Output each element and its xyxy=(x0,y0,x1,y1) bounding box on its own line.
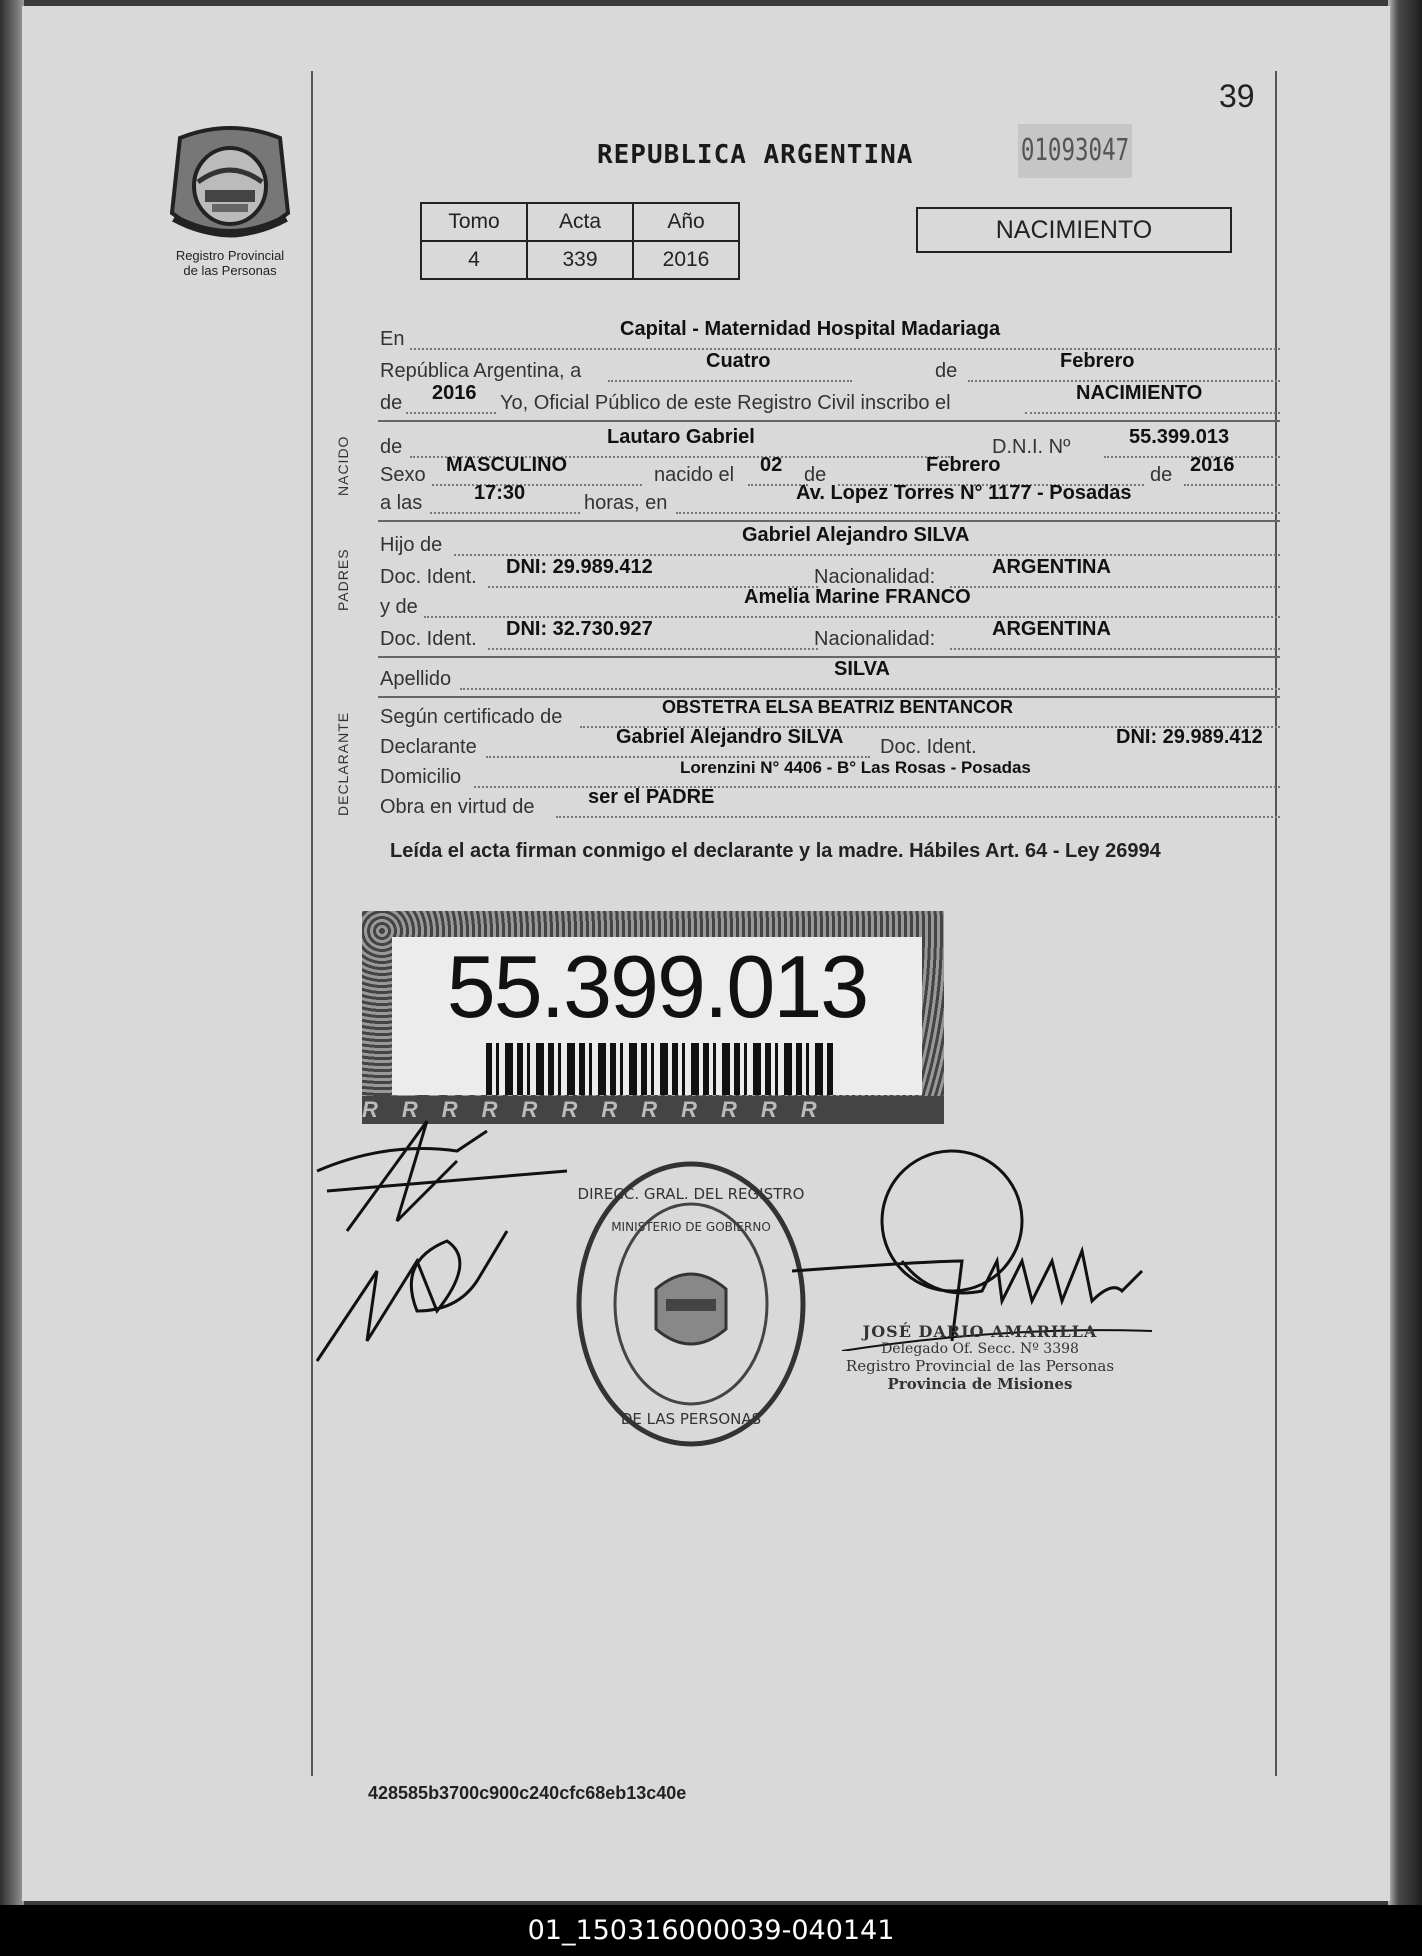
signature-declarant-icon xyxy=(307,1111,587,1371)
nacido-el-label: nacido el xyxy=(654,464,735,486)
padres-row-3 xyxy=(380,586,1280,620)
logo-caption-line2: de las Personas xyxy=(183,263,277,278)
svg-text:DE LAS PERSONAS: DE LAS PERSONAS xyxy=(620,1410,762,1428)
record-type-box: NACIMIENTO xyxy=(916,207,1232,253)
registry-table-value-row xyxy=(421,241,739,279)
padres-row-4 xyxy=(380,618,1280,652)
birth-day: 02 xyxy=(760,454,783,476)
scan-edge-left xyxy=(0,0,24,1905)
registry-header-acta: Acta xyxy=(527,203,633,241)
intro-row-3 xyxy=(380,382,1280,416)
birth-year: 2016 xyxy=(1190,454,1235,476)
a-las-label: a las xyxy=(380,492,423,514)
de-label-2: de xyxy=(380,392,403,414)
segun-certificado-label: Según certificado de xyxy=(380,706,563,728)
svg-text:MINISTERIO DE GOBIERNO: MINISTERIO DE GOBIERNO xyxy=(611,1220,771,1234)
apellido-row xyxy=(380,658,1280,692)
official-registry: Registro Provincial de las Personas xyxy=(845,1357,1115,1375)
birth-month: Febrero xyxy=(926,454,1001,476)
country-title: REPUBLICA ARGENTINA xyxy=(597,140,914,170)
registry-header-ano: Año xyxy=(633,203,739,241)
intro-row-2 xyxy=(380,350,1280,384)
birth-address: Av. Lopez Torres N° 1177 - Posadas xyxy=(796,482,1132,504)
nacionalidad-label: Nacionalidad: xyxy=(814,566,936,588)
birth-place: Capital - Maternidad Hospital Madariaga xyxy=(620,318,1001,340)
mother-name: Amelia Marine FRANCO xyxy=(744,586,971,608)
declarante-section-label: DECLARANTE xyxy=(335,711,351,816)
separator xyxy=(378,520,1280,522)
logo-caption-line1: Registro Provincial xyxy=(175,248,285,263)
act-type: NACIMIENTO xyxy=(1076,382,1203,404)
official-oval-seal-icon xyxy=(574,1159,809,1449)
scan-file-id: 01_150316000039-040141 xyxy=(0,1905,1422,1956)
father-nationality: ARGENTINA xyxy=(992,556,1111,578)
sexo-value: MASCULINO xyxy=(446,454,568,476)
nacido-section-label: NACIDO xyxy=(335,435,351,496)
father-doc: DNI: 29.989.412 xyxy=(506,556,653,578)
declarante-row-4 xyxy=(380,786,1280,820)
dni-barcode-sticker xyxy=(362,911,944,1124)
registry-table xyxy=(420,202,740,280)
mother-nationality: ARGENTINA xyxy=(992,618,1111,640)
official-name: JOSÉ DARIO AMARILLA xyxy=(862,1322,1098,1341)
official-province: Provincia de Misiones xyxy=(887,1375,1073,1393)
month: Febrero xyxy=(1060,350,1135,372)
closing-statement: Leída el acta firman conmigo el declarante y la madre. Hábiles Art. 64 - Ley 26994 xyxy=(390,840,1161,862)
obra-label: Obra en virtud de xyxy=(380,796,535,818)
nacionalidad-label-2: Nacionalidad: xyxy=(814,628,936,650)
dni-label: D.N.I. Nº xyxy=(992,436,1071,458)
oficial-text: Yo, Oficial Público de este Registro Civil inscribo el xyxy=(500,392,951,414)
registry-value-acta: 339 xyxy=(527,241,633,279)
document-hash: 428585b3700c900c240cfc68eb13c40e xyxy=(368,1783,687,1803)
de-label-4: de xyxy=(804,464,827,486)
svg-text:DIRECC. GRAL. DEL REGISTRO: DIRECC. GRAL. DEL REGISTRO xyxy=(577,1185,805,1203)
registro-r-pattern: RRRRRRRRRRRR xyxy=(362,1096,944,1124)
separator xyxy=(378,656,1280,658)
registry-table-header-row xyxy=(421,203,739,241)
left-margin-line xyxy=(311,71,313,1776)
barcode-number: 55.399.013 xyxy=(446,937,868,1036)
province-coat-of-arms-logo xyxy=(160,118,300,248)
scan-edge-right xyxy=(1388,0,1422,1905)
birth-certificate-page xyxy=(22,6,1390,1901)
apellido-label: Apellido xyxy=(380,668,452,690)
registry-header-tomo: Tomo xyxy=(421,203,527,241)
declarant-doc: DNI: 29.989.412 xyxy=(1116,726,1263,748)
doc-ident-label-3: Doc. Ident. xyxy=(880,736,977,758)
surname: SILVA xyxy=(834,658,890,680)
day-in-words: Cuatro xyxy=(706,350,771,372)
horas-label: horas, en xyxy=(584,492,668,514)
sexo-label: Sexo xyxy=(380,464,426,486)
nacido-row-3 xyxy=(380,482,1280,516)
child-dni: 55.399.013 xyxy=(1129,426,1230,448)
logo-caption xyxy=(140,248,320,278)
domicilio-label: Domicilio xyxy=(380,766,462,788)
padres-row-1 xyxy=(380,524,1280,558)
declarant-relation: ser el PADRE xyxy=(588,786,715,808)
intro-row-1 xyxy=(380,318,1280,352)
registry-value-tomo: 4 xyxy=(421,241,527,279)
declarant-address: Lorenzini N° 4406 - B° Las Rosas - Posadas xyxy=(680,758,1031,777)
de-label-5: de xyxy=(1150,464,1173,486)
doc-ident-label-2: Doc. Ident. xyxy=(380,628,477,650)
official-stamp-text xyxy=(830,1322,1130,1393)
declarante-row-2 xyxy=(380,726,1280,760)
certificate-issuer: OBSTETRA ELSA BEATRIZ BENTANCOR xyxy=(662,697,1013,717)
de-label: de xyxy=(935,360,958,382)
official-position: Delegado Of. Secc. Nº 3398 xyxy=(881,1341,1079,1357)
barcode-icon xyxy=(486,1043,836,1095)
hijo-de-label: Hijo de xyxy=(380,534,443,556)
declarant-name: Gabriel Alejandro SILVA xyxy=(616,726,844,748)
de-label-3: de xyxy=(380,436,403,458)
year: 2016 xyxy=(432,382,477,404)
doc-ident-label: Doc. Ident. xyxy=(380,566,477,588)
child-name: Lautaro Gabriel xyxy=(607,426,755,448)
separator xyxy=(378,420,1280,422)
page-number: 39 xyxy=(1219,78,1255,114)
y-de-label: y de xyxy=(380,596,418,618)
serial-stamp-number: 01093047 xyxy=(1018,124,1132,178)
en-label: En xyxy=(380,328,405,350)
declarante-label: Declarante xyxy=(380,736,477,758)
padres-section-label: PADRES xyxy=(335,548,351,611)
declarante-row-3 xyxy=(380,758,1280,790)
republica-label: República Argentina, a xyxy=(380,360,582,382)
birth-time: 17:30 xyxy=(474,482,526,504)
father-name: Gabriel Alejandro SILVA xyxy=(742,524,970,546)
registry-value-ano: 2016 xyxy=(633,241,739,279)
mother-doc: DNI: 32.730.927 xyxy=(506,618,653,640)
signature-official-icon xyxy=(782,1141,1162,1351)
barcode-label xyxy=(392,937,922,1095)
